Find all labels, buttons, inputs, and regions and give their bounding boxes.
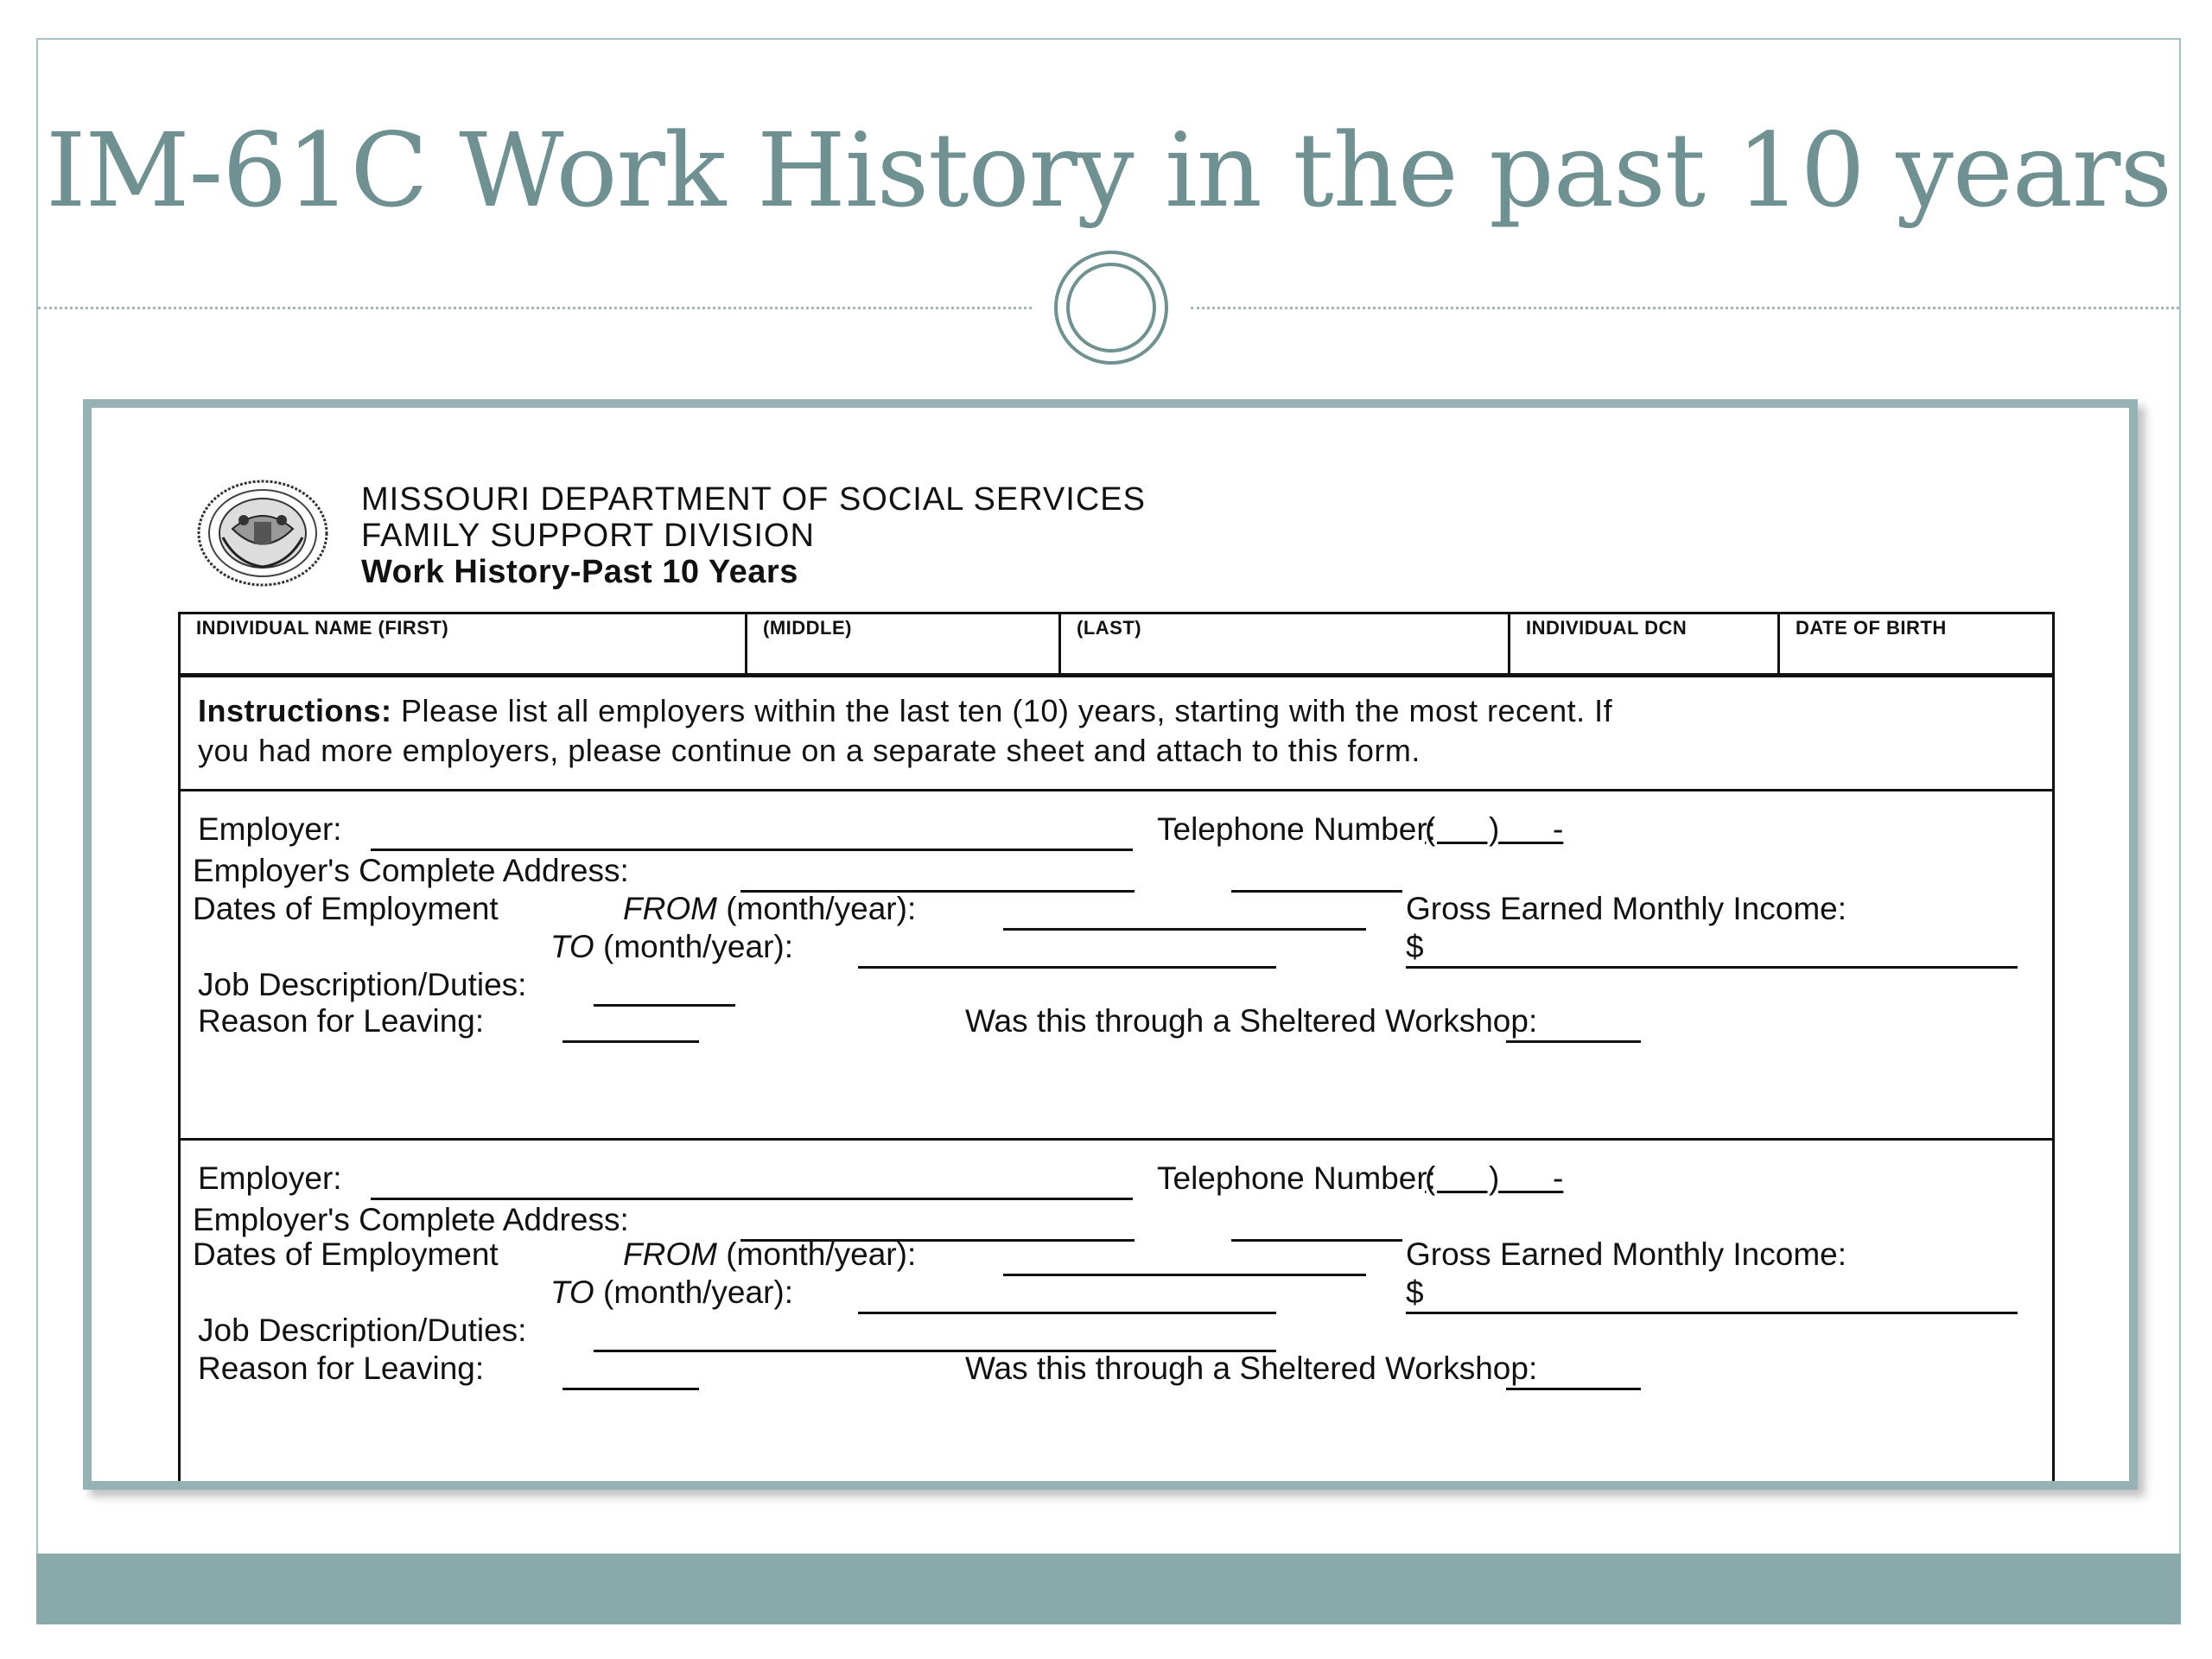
dollar-sign: $ [1406,929,1424,964]
gross-income-label: Gross Earned Monthly Income: [1406,1236,1847,1272]
bottom-accent-band [36,1554,2181,1624]
to-month-year-label: (month/year): [603,1274,794,1310]
from-date-line[interactable] [1003,1274,1366,1276]
dates-label: Dates of Employment [193,891,499,926]
reason-leaving-label: Reason for Leaving: [198,1003,485,1039]
address-line-2[interactable] [1231,1239,1402,1242]
job-description-label: Job Description/Duties: [198,1313,527,1348]
sheltered-workshop-label: Was this through a Sheltered Workshop: [965,1351,1538,1386]
name-last-field[interactable]: (LAST) [1061,614,1510,673]
employer-name-line[interactable] [371,1198,1133,1200]
employer-block [178,1141,2055,1490]
employer-label: Employer: [198,811,342,847]
from-month-year-label: (month/year): [726,891,917,926]
date-of-birth-field[interactable]: DATE OF BIRTH [1796,617,1947,639]
reason-leaving-line[interactable] [563,1388,699,1390]
reason-leaving-label: Reason for Leaving: [198,1351,485,1386]
address-label: Employer's Complete Address: [193,853,629,888]
divider-line-right [1191,307,2179,309]
division-name: FAMILY SUPPORT DIVISION [361,518,815,554]
from-month-year-label: (month/year): [726,1236,917,1272]
address-line-2[interactable] [1231,890,1402,893]
form-image [83,399,2138,1490]
name-first-field[interactable]: INDIVIDUAL NAME (FIRST) [181,614,747,673]
job-description-line[interactable] [594,1004,735,1007]
from-label: FROM [623,891,717,926]
telephone-label: Telephone Number: [1157,1160,1436,1196]
gross-income-line[interactable] [1406,1312,2018,1314]
employer-block [178,791,2055,1141]
telephone-field[interactable]: ( ) - [1425,811,1564,847]
telephone-label: Telephone Number: [1157,811,1436,847]
instructions-text-line2: you had more employers, please continue on a separate sheet and attach to this form. [198,733,1421,768]
address-label: Employer's Complete Address: [193,1202,629,1237]
to-month-year-label: (month/year): [603,929,794,964]
instructions-box [178,677,2055,791]
individual-dcn-field[interactable]: INDIVIDUAL DCN [1510,614,1780,673]
gross-income-label: Gross Earned Monthly Income: [1406,891,1847,926]
reason-leaving-line[interactable] [563,1040,699,1043]
missouri-state-seal-icon [194,477,332,589]
dates-label: Dates of Employment [193,1236,499,1272]
divider-circle-ornament [1054,251,1168,365]
instructions-label: Instructions: [198,693,392,728]
sheltered-workshop-label: Was this through a Sheltered Workshop: [965,1003,1538,1039]
form-title: Work History-Past 10 Years [361,554,798,590]
to-date-line[interactable] [858,966,1276,969]
dollar-sign: $ [1406,1274,1424,1310]
name-field-row [178,612,2055,677]
to-date-line[interactable] [858,1312,1276,1314]
telephone-field[interactable]: ( ) - [1425,1160,1564,1196]
from-label: FROM [623,1236,717,1272]
job-description-label: Job Description/Duties: [198,967,527,1002]
sheltered-workshop-line[interactable] [1506,1388,1641,1390]
slide-title: IM-61C Work History in the past 10 years [45,111,2172,230]
divider-line-left [38,307,1032,309]
agency-name: MISSOURI DEPARTMENT OF SOCIAL SERVICES [361,481,1146,518]
sheltered-workshop-line[interactable] [1506,1040,1641,1043]
to-label: TO [550,929,594,964]
instructions-text-line1: Please list all employers within the last ten (10) years, starting with the most recent. If [401,693,1613,728]
from-date-line[interactable] [1003,928,1366,931]
employer-name-line[interactable] [371,849,1133,851]
name-middle-field[interactable]: (MIDDLE) [747,614,1061,673]
employer-label: Employer: [198,1160,342,1196]
gross-income-line[interactable] [1406,966,2018,969]
to-label: TO [550,1274,594,1310]
